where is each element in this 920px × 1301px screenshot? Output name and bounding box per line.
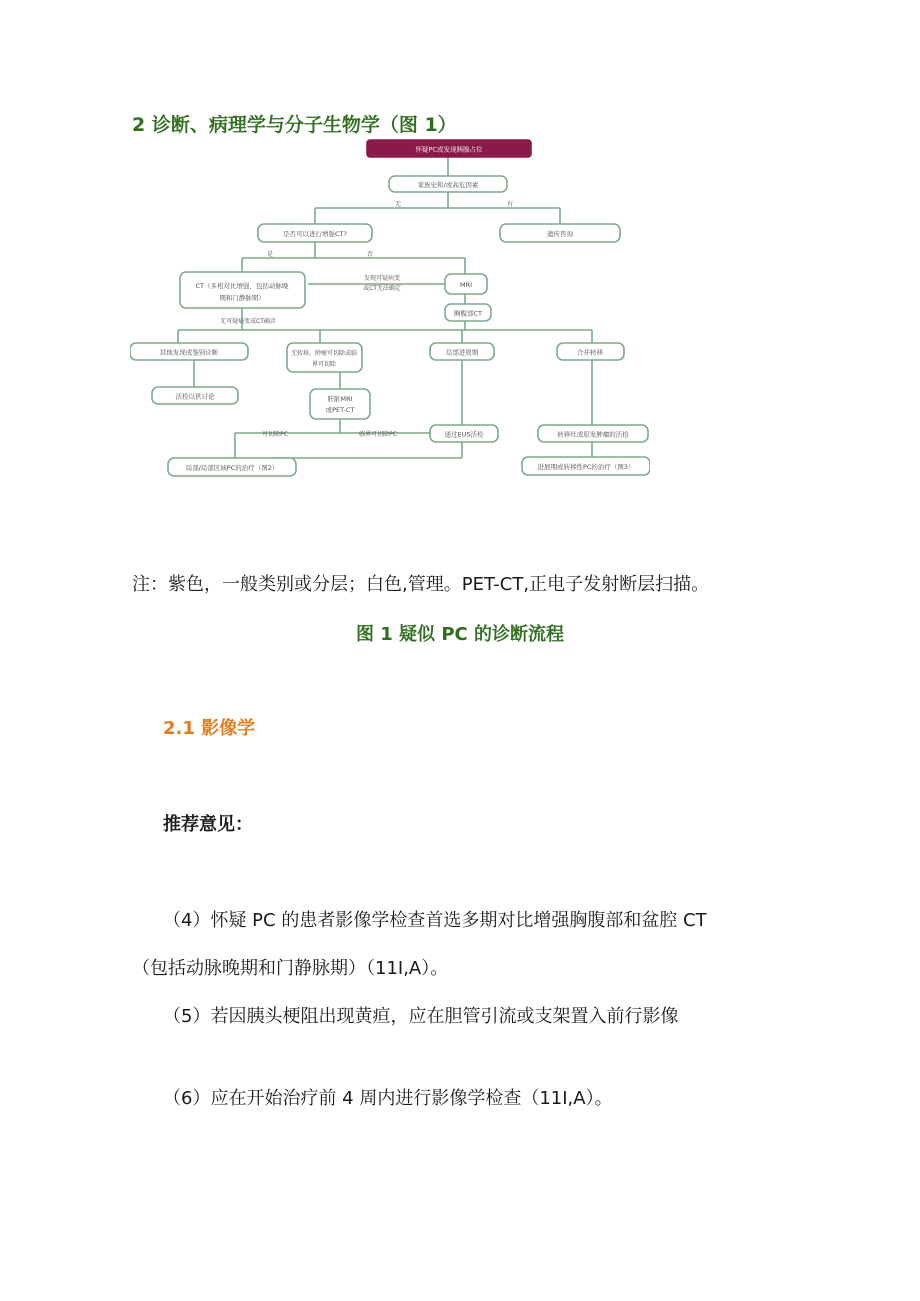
diagnosis-flowchart <box>130 136 650 480</box>
node-ct-desc-line2: 期和门静脉期） <box>219 294 265 302</box>
node-ct-question-label: 是否可以进行增强CT? <box>283 230 347 238</box>
figure-caption: 图 1 疑似 PC 的诊断流程 <box>356 624 564 645</box>
section-heading: 2 诊断、病理学与分子生物学（图 1） <box>132 114 457 136</box>
node-ct-desc-line1: CT（多相对比增强，包括动脉晚 <box>195 282 289 290</box>
node-met-biopsy-label: 转移灶或原发肿瘤的活检 <box>557 430 629 439</box>
recommendation-item-4-cont: （包括动脉晚期和门静脉期）（11I,A）。 <box>132 958 449 979</box>
node-liver-line2: 或PET-CT <box>325 406 355 414</box>
edge-label-suspect-1: 发现可疑病变 <box>363 275 401 282</box>
node-mri-label: MRI <box>459 281 473 289</box>
node-top-label: 怀疑PC或发现胰腺占位 <box>415 145 483 154</box>
node-family-label: 家族史和/或高危因素 <box>417 181 479 189</box>
edge-label-borderline: 临界可切除PC <box>359 431 397 438</box>
recommendation-item-5: （5）若因胰头梗阻出现黄疸，应在胆管引流或支架置入前行影像 <box>163 1006 679 1027</box>
recommendation-item-4: （4）怀疑 PC 的患者影像学检查首选多期对比增强胸腹部和盆腔 CT <box>163 910 707 931</box>
edge-label-resectable: 可切除PC <box>262 431 288 438</box>
node-resectable-line2: 界可切除 <box>311 361 337 368</box>
node-local-label: 局部进展期 <box>445 348 479 357</box>
node-liver <box>310 389 370 419</box>
node-metastatic-label: 合并转移 <box>577 348 603 357</box>
node-other-label: 其他发现或鉴别诊断 <box>159 348 219 357</box>
subsection-heading: 2.1 影像学 <box>163 718 256 739</box>
node-resectable-line1: 无转移，肿瘤可切除或临 <box>290 350 358 357</box>
figure-note: 注：紫色，一般类别或分层；白色,管理。PET-CT,正电子发射断层扫描。 <box>132 574 710 595</box>
node-advanced-treatment-label: 进展期或转移性PC的治疗（图3） <box>537 463 635 471</box>
node-chest-ct-label: 胸腹部CT <box>453 309 483 318</box>
node-ct-desc <box>180 272 305 308</box>
recommendation-label: 推荐意见： <box>163 814 253 835</box>
node-biopsy-label: 活检以供讨论 <box>175 392 215 401</box>
node-liver-line1: 肝脏MRI <box>327 395 353 403</box>
node-eus-label: 通过EUS活检 <box>444 430 484 439</box>
node-genetic-label: 遗传咨询 <box>547 230 573 238</box>
recommendation-item-6: （6）应在开始治疗前 4 周内进行影像学检查（11I,A）。 <box>163 1088 613 1109</box>
node-local-treatment-label: 局部/局部区域PC的治疗（图2） <box>185 464 279 472</box>
edge-label-yes: 有 <box>506 201 514 208</box>
edge-label-suspect-2: 或CT无法确定 <box>363 285 401 292</box>
edge-label-no2: 否 <box>366 251 374 258</box>
edge-label-yes2: 是 <box>266 251 274 258</box>
edge-label-no-lesion: 无可疑病变或CT确诊 <box>220 318 276 325</box>
edge-label-no: 无 <box>394 201 402 208</box>
